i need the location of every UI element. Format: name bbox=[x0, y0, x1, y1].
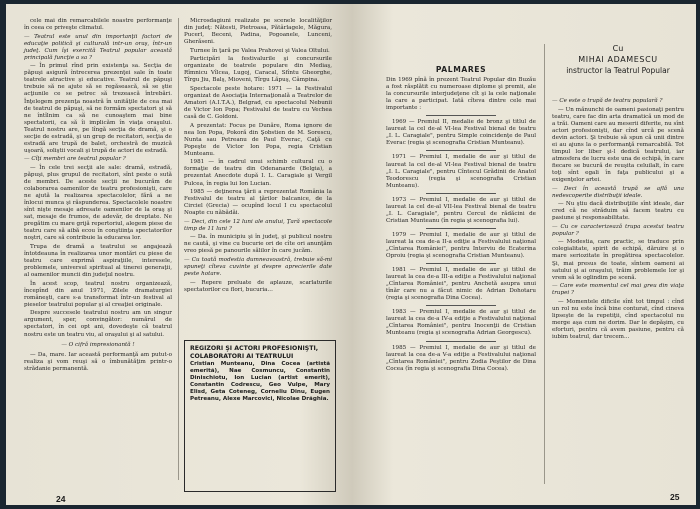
paragraph: cele mai din remarcabilele noastre performanţe în ceea ce priveşte climatul. bbox=[24, 18, 172, 32]
palmares-title: PALMARES bbox=[435, 65, 487, 74]
column-divider bbox=[544, 44, 545, 484]
paragraph: Turnee în ţară pe Valea Prahovei şi Valea Oltului. bbox=[190, 47, 330, 54]
paragraph: — În cele trei secţii ale sale: dramă, estradă, păpuşi, plus grupul de recitatori, sînt peste o sută de membri. De aceste secţii ne bucurăm de colaborarea oamenilor de teatru profesionişti, care ne ajută la realizarea spectacolelor, fără a ne înlocui munca şi răspunderea. Spectacolele noastre sînt nişte mesaje adresate oamenilor de la oraş şi sat, mesaje de frumos, de adevăr, de dreptate. Ne pregătim cu mare grijă repertoriul, alegem piese de teatru care să aibă ecou în conştiinţa spectatorilor noştri, care să contribuie la educarea lor. bbox=[24, 164, 172, 242]
question: — O cifră impresionantă ! bbox=[61, 341, 135, 348]
separator bbox=[426, 150, 496, 151]
collaborators-box bbox=[184, 340, 336, 492]
question: — Ce este o trupă de teatru populară ? bbox=[552, 98, 663, 104]
separator bbox=[426, 228, 496, 229]
paragraph: A prezentat: Focus pe Dunăre, Roma ignore de nea Ion Popa, Pokoră din Şobstien de M. Sorescu, Nunta sau Petreanu de Paul Everac, Caţă cu Popeşte de Victor Ion Popa, regia Cristian Munteanu. bbox=[184, 122, 332, 157]
award-item: 1971 — Premiul I, medalie de aur şi titlul de laureat la cel de-al VI-lea Festival bienal de teatru „I. L. Caragiale", pentru Cîntecul Grădinii de Anatol Teodorescu (regia şi scenografia Cristian Munteanu). bbox=[386, 154, 536, 189]
award-item: 1983 — Premiul I, medalie de aur şi titlul de laureat la cea de-a IV-a ediţie a Festivalului naţional „Cîntarea României", pentru Inocenţii de Cristian Munteanu (regia şi scenografia Adrian Georgescu). bbox=[386, 309, 536, 337]
paragraph: — În primul rînd prin existenţa sa. Secţia de păpuşi asigură întrecerea prezenţei sale în toate teatrele atractive şi educative. Teatrul de păpuşi trebuie să ne ajute să se regăsească, să se ştie acţiunile ce se petrec să trezească întrebări. Înţelegem prezenţa noastră în unităţile de cea mai de teatrul de păpuşi, să ne formăm spectatori şi să ne întîlnim ca să ne cunoaştem mai bine spectatorii, ca să îi implicăm în viaţa oraşului. Teatrul nostru are, pe lîngă secţia de dramă, şi o secţie de estradă, şi un grup de recitatori, secţia de estradă are trupă de balet, orchestră de muzică uşoară, soliştii vocali şi trupă de actori de estradă. bbox=[24, 63, 172, 154]
separator bbox=[426, 305, 496, 306]
paragraph: — Un mănunchi de oameni pasionaţi pentru teatru, care fac din arta dramatică un mod de a trăi. Oameni care au meserii diferite, nu sînt actori profesionişti, dar cînd urcă pe scenă devin actori. Şi trebuie să spun că unii dintre ei au ajuns la o performanţă remarcabilă. Tot timpul lor liber şi-l dedică teatrului, iar atmosfera de lucru este una de echipă, în care fiecare se bucură de reuşita celuilalt, în care toţi sînt egali în faţa publicului şi a exigenţelor artei. bbox=[552, 106, 685, 184]
interview-column bbox=[552, 98, 684, 343]
palmares-intro: Din 1969 pînă în prezent Teatrul Popular din Buzău a fost răsplătit cu numeroase diplome şi premii, ale la concursurile interjudeţene cît şi la cele naţionale la care a participat. Iată cîteva dintre cele mai importante : bbox=[386, 77, 536, 112]
collaborators-list: Cristian Munteanu, Dina Cocea (artistă emerită), Nae Cosmuncu, Constantin Dinischiotu, Ion Lucian (artist emerit), Constantin Codrescu, Geo Vulpe, Mary Elisd, Geta Coteneg, Corneliu Dinu, Eugen Petreanu, Alexe Marcovici, Nicolae Drăghia. bbox=[190, 361, 330, 403]
award-item: 1973 — Premiul I, medalie de aur şi titlul de laureat la cel de-al VII-lea Festival bienal de teatru „I. L. Caragiale", pentru Cercul de rădăcini de Cristian Munteanu (în regia şi scenografia lui). bbox=[386, 196, 536, 224]
left-column-2 bbox=[184, 18, 332, 295]
paragraph: Microsdagiuni realizate pe scenele localităţilor din judeţ: Nătesti, Pietroasa, Pătârlagele, Măgura, Pucerl, Beceni, Padina, Pogoanele, Lunceni, Gherăseni. bbox=[184, 18, 332, 46]
palmares-list bbox=[386, 119, 536, 372]
left-page bbox=[6, 4, 352, 505]
left-column-1 bbox=[24, 18, 172, 374]
question: — Teatrul este unul din importanţii factori de educaţie politică şi culturală intr-un oraş, într-un judeţ. Cum îşi exercită Teatrul popular această principală funcţie a sa ? bbox=[24, 33, 172, 61]
paragraph: În acest scop, teatrul nostru organizează, începînd din anul 1971, Zilele dramaturgiei româneşti, care s-a transformat într-un festival al pieselor teatrului popular şi al creaţiei originale. bbox=[24, 280, 172, 308]
separator bbox=[426, 263, 496, 264]
question: — Cu toată modestia dumneavoastră, trebuie să-mi spuneţi cîteva cuvinte şi despre aprecierile date peste hotare. bbox=[184, 257, 332, 278]
paragraph: Despre succesele teatrului nostru am un singur argument, sper, convingător: numărul de spectatori, în cei opt ani, dovedeşte că teatrul nostru este un teatru viu, al oraşului şi al satului. bbox=[24, 310, 172, 338]
paragraph: 1985 — deţinerea ţării a reprezentat România la Festivalul de teatru al ţărilor balcanice, de la Circiel (Grecia) — ocupînd locul I cu spectacolul Noapte cu năbădăi. bbox=[184, 189, 332, 217]
right-page bbox=[352, 4, 696, 505]
interviewee-name: MIHAI ADAMESCU bbox=[578, 55, 658, 64]
interview-header bbox=[548, 44, 688, 75]
separator bbox=[426, 193, 496, 194]
column-divider bbox=[178, 18, 179, 480]
paragraph: — Nu ştiu dacă distribuţiile sînt ideale, dar cred că ne străduim să facem teatru cu pasiune şi responsabilitate. bbox=[552, 201, 684, 222]
question: — Deci, din cele 12 luni ale anului, Ţară spectacole timp de 11 luni ? bbox=[184, 218, 332, 232]
paragraph: 1981 — în cadrul unui schimb cultural cu o formaţie de teatru din Odenanarde (Belgia), a prezentat Anecdote după I. L. Caragiale şi Vergil Pulcea, în regia lui Ion Lucian. bbox=[184, 159, 332, 187]
question: — Cu ce caracterizează trupa acestui teatru popular ? bbox=[552, 223, 684, 237]
interview-prefix: Cu bbox=[612, 44, 624, 53]
paragraph: Trupa de dramă a teatrului se angajează întotdeauna în realizarea unor montări cu piese de teatru care exprimă aspiraţiile, interesele, problemele, universul spiritual al tinerei generaţii, al oamenilor muncii din judeţul nostru. bbox=[24, 243, 172, 279]
page-number-left: 24 bbox=[56, 494, 66, 504]
award-item: 1969 — Premiul II, medalie de bronz şi titlul de laureat la cel de-al VI-lea Festival bienal de teatru „I. L. Caragiale", pentru Simple coincidenţe de Paul Everac (regia şi scenografia Cristian Munteanu). bbox=[386, 119, 536, 147]
separator bbox=[426, 115, 496, 116]
paragraph: — Da, mare. Iar această performanţă am putut-o realiza şi vom reuşi să o îmbunătăţim printr-o strădanie permanentă. bbox=[24, 351, 172, 372]
separator bbox=[426, 341, 496, 342]
book-spread bbox=[6, 4, 696, 505]
award-item: 1985 — Premiul I, medalie de aur şi titlul de laureat la cea de-a V-a ediţie a Festivalului naţional „Cîntarea României", pentru Zodia Peştilor de Dina Cocea (în regia şi scenografia Dina Cocea). bbox=[386, 344, 536, 372]
interviewee-role: instructor la Teatrul Popular bbox=[566, 66, 670, 75]
palmares-column bbox=[386, 64, 536, 376]
paragraph: — Repere preluate de aplauze, scarlaturile spectatorilor cu flori, bucuria... bbox=[184, 279, 332, 293]
collaborators-title: REGIZORI ŞI ACTORI PROFESIONIŞTI, COLABORATORI AI TEATRULUI bbox=[190, 345, 319, 360]
award-item: 1981 — Premiul I, medalie de aur şi titlul de laureat la cea de-a III-a ediţie a Festivalului naţional „Cîntarea României", pentru Anchetă asupra unui tînăr care nu a făcut nimic de Adrian Dohotaru (regia şi scenografia Dina Cocea). bbox=[386, 267, 536, 302]
page-number-right: 25 bbox=[670, 492, 680, 502]
paragraph: — Modestia, care practic, se traduce prin colegialitate, spirit de echipă, dăruire şi o mare seriozitate în pregătirea spectacolelor. Şi, mai presus de toate, sîntem oameni ai satului şi ai oraşului, trăim problemele lor şi vrem să le oglindim pe scenă. bbox=[552, 239, 684, 281]
paragraph: Spectacole peste hotare: 1971 — la Festivalul organizat de Asociaţia Internaţională a Teatrelor de Amatori (A.I.T.A.), Belgrad, cu spectacolul Nebunii de Victor Ion Popa; Festivalul de teatru cu Vechea casă de C. Goldoni. bbox=[184, 85, 332, 121]
question: — Deci în această trupă se află una nedescoperite distribuţii ideale. bbox=[552, 185, 684, 199]
paragraph: — Da. în municipiu şi în judeţ, şi publicul nostru ne caută, şi vine cu bucurie ori de cîte ori anunţăm vreo piesă pe panourile sălilor în care jucăm. bbox=[184, 234, 332, 255]
question: — Cîţi membri are teatrul popular ? bbox=[24, 156, 126, 163]
paragraph: Participări la festivalurile şi concursurile organizate de teatrele populare din Mediaş, Rîmnicu Vîlcea, Lugoj, Caracal, Sfîntu Gheorghe, Tîrgu Jiu, Balş, Mioveni, Tîrgu Lăpuş, Câmpina. bbox=[184, 56, 332, 84]
question: — Care este momentul cel mai greu din viaţa trupei ? bbox=[552, 283, 684, 297]
paragraph: — Momentele dificile sînt tot timpul : cînd un rol nu este încă bine conturat, cînd cineva lipseşte de la repetiţii, cînd spectacolul nu merge aşa cum ne dorim. Dar le depăşim, cu eforturi, pentru că avem pasiune, pentru că iubim teatrul, dar trecem... bbox=[552, 298, 684, 340]
award-item: 1979 — Premiul I, medalie de aur şi titlul de laureat la cea de-a II-a ediţie a Festivalului naţional „Cîntarea României", pentru Interviu de Ecaterina Oproiu (regia şi scenografia Cristian Munteanu). bbox=[386, 231, 536, 260]
